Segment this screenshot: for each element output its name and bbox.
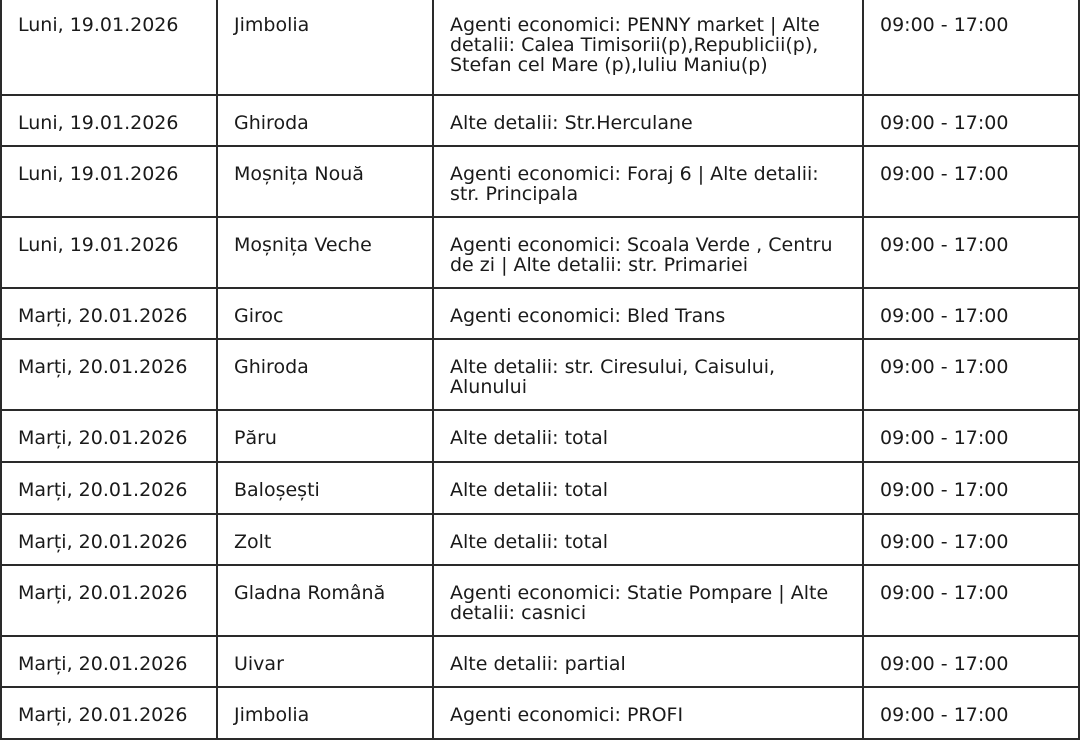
date-cell: Marți, 20.01.2026 bbox=[1, 514, 217, 565]
table-row bbox=[1, 687, 1079, 739]
time-cell: 09:00 - 17:00 bbox=[863, 95, 1079, 146]
table-row bbox=[1, 514, 1079, 565]
time-cell: 09:00 - 17:00 bbox=[863, 514, 1079, 565]
location-cell: Uivar bbox=[217, 636, 433, 687]
table-row bbox=[1, 288, 1079, 339]
date-cell: Luni, 19.01.2026 bbox=[1, 146, 217, 217]
details-cell: Alte detalii: str. Ciresului, Caisului, Alunului bbox=[433, 339, 863, 410]
time-cell: 09:00 - 17:00 bbox=[863, 0, 1079, 95]
date-cell: Marți, 20.01.2026 bbox=[1, 636, 217, 687]
table-row bbox=[1, 217, 1079, 288]
date-cell: Luni, 19.01.2026 bbox=[1, 217, 217, 288]
time-cell: 09:00 - 17:00 bbox=[863, 462, 1079, 514]
location-cell: Moșnița Nouă bbox=[217, 146, 433, 217]
details-cell: Agenti economici: Scoala Verde , Centru de zi | Alte detalii: str. Primariei bbox=[433, 217, 863, 288]
location-cell: Zolt bbox=[217, 514, 433, 565]
date-cell: Marți, 20.01.2026 bbox=[1, 288, 217, 339]
date-cell: Luni, 19.01.2026 bbox=[1, 0, 217, 95]
time-cell: 09:00 - 17:00 bbox=[863, 217, 1079, 288]
details-cell: Agenti economici: PENNY market | Alte detalii: Calea Timisorii(p),Republicii(p), Stefan cel Mare (p),Iuliu Maniu(p) bbox=[433, 0, 863, 95]
details-cell: Alte detalii: Str.Herculane bbox=[433, 95, 863, 146]
location-cell: Jimbolia bbox=[217, 687, 433, 739]
time-cell: 09:00 - 17:00 bbox=[863, 636, 1079, 687]
details-cell: Alte detalii: partial bbox=[433, 636, 863, 687]
location-cell: Păru bbox=[217, 410, 433, 462]
table-row bbox=[1, 0, 1079, 95]
time-cell: 09:00 - 17:00 bbox=[863, 410, 1079, 462]
date-cell: Marți, 20.01.2026 bbox=[1, 462, 217, 514]
location-cell: Gladna Română bbox=[217, 565, 433, 636]
location-cell: Ghiroda bbox=[217, 95, 433, 146]
table-row bbox=[1, 146, 1079, 217]
date-cell: Marți, 20.01.2026 bbox=[1, 410, 217, 462]
location-cell: Ghiroda bbox=[217, 339, 433, 410]
time-cell: 09:00 - 17:00 bbox=[863, 146, 1079, 217]
table-row bbox=[1, 636, 1079, 687]
table-row bbox=[1, 339, 1079, 410]
details-cell: Alte detalii: total bbox=[433, 514, 863, 565]
time-cell: 09:00 - 17:00 bbox=[863, 339, 1079, 410]
details-cell: Agenti economici: Bled Trans bbox=[433, 288, 863, 339]
location-cell: Giroc bbox=[217, 288, 433, 339]
details-cell: Alte detalii: total bbox=[433, 462, 863, 514]
time-cell: 09:00 - 17:00 bbox=[863, 565, 1079, 636]
table-row bbox=[1, 565, 1079, 636]
location-cell: Moșnița Veche bbox=[217, 217, 433, 288]
details-cell: Agenti economici: Statie Pompare | Alte detalii: casnici bbox=[433, 565, 863, 636]
location-cell: Baloșești bbox=[217, 462, 433, 514]
time-cell: 09:00 - 17:00 bbox=[863, 687, 1079, 739]
table-row bbox=[1, 410, 1079, 462]
details-cell: Agenti economici: Foraj 6 | Alte detalii: str. Principala bbox=[433, 146, 863, 217]
date-cell: Marți, 20.01.2026 bbox=[1, 565, 217, 636]
table-row bbox=[1, 95, 1079, 146]
details-cell: Alte detalii: total bbox=[433, 410, 863, 462]
location-cell: Jimbolia bbox=[217, 0, 433, 95]
time-cell: 09:00 - 17:00 bbox=[863, 288, 1079, 339]
table-row bbox=[1, 462, 1079, 514]
details-cell: Agenti economici: PROFI bbox=[433, 687, 863, 739]
date-cell: Marți, 20.01.2026 bbox=[1, 339, 217, 410]
date-cell: Marți, 20.01.2026 bbox=[1, 687, 217, 739]
date-cell: Luni, 19.01.2026 bbox=[1, 95, 217, 146]
